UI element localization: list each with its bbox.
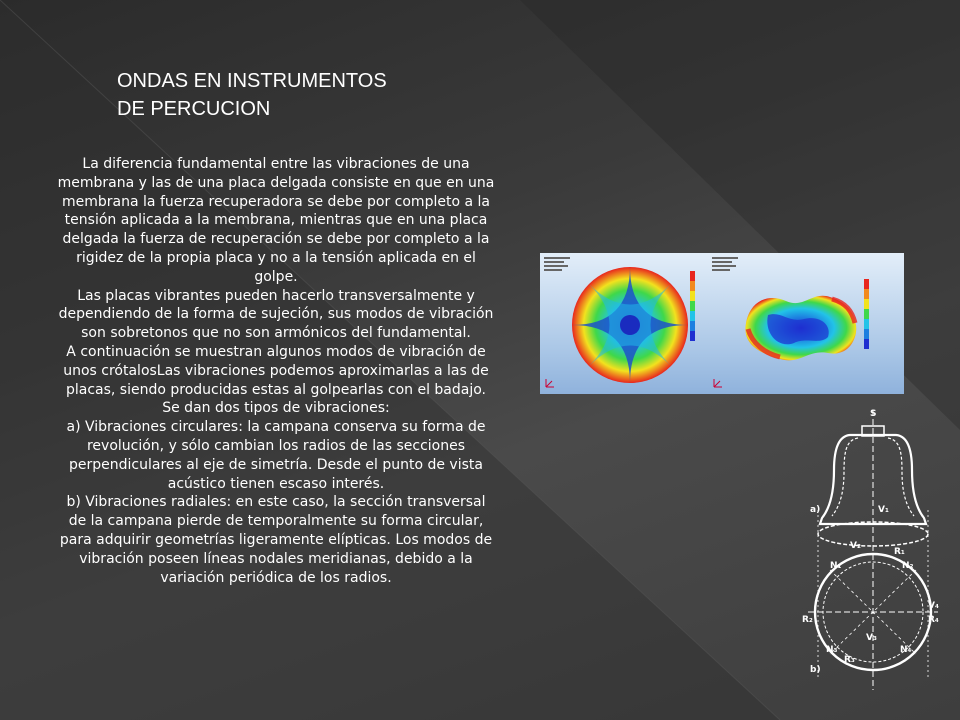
- bell-label-n1: N₁: [830, 561, 842, 571]
- bell-label-r4: R₄: [928, 615, 939, 625]
- bell-label-b: b): [810, 665, 821, 675]
- bell-label-v4: V₄: [928, 601, 939, 611]
- slide-title: [117, 67, 477, 123]
- body-text: [56, 155, 496, 587]
- bell-label-v1: V₁: [878, 505, 889, 515]
- plate-mode-image-2: [708, 253, 904, 394]
- bell-label-n2: N₂: [902, 561, 914, 571]
- bell-label-s: S: [870, 409, 877, 419]
- title-line-2: DE PERCUCION: [117, 98, 271, 120]
- bell-label-r3: R₃: [844, 655, 855, 665]
- title-line-1: ONDAS EN INSTRUMENTOS: [117, 70, 387, 92]
- paragraph-3: A continuación se muestran algunos modos de vibración de unos crótalosLas vibraciones podemos aproximarlas a las de placas, siendo producidas estas al golpearlas con el badajo. Se dan dos tipos de vibraciones:: [63, 343, 489, 417]
- bell-label-n3: N₃: [826, 645, 838, 655]
- plate-mode-image-1: [540, 253, 708, 394]
- bell-diagram: [778, 400, 960, 715]
- bell-label-r2: R₂: [802, 615, 813, 625]
- paragraph-5: b) Vibraciones radiales: en este caso, la sección transversal de la campana pierde de temporalmente su forma circular, para adquirir geometrías ligeramente elípticas. Los modos de vibración poseen líneas nodales meridianas, debido a la variación periódica de los radios.: [59, 494, 493, 586]
- paragraph-1: La diferencia fundamental entre las vibraciones de una membrana y las de una placa delgada consiste en que en una membrana la fuerza recuperadora se debe por completo a la tensión aplicada a la membrana, mientras que en una placa delgada la fuerza de recuperación se debe por completo a la rigidez de la propia placa y no a la tensión aplicada en el golpe.: [57, 156, 495, 285]
- paragraph-4: a) Vibraciones circulares: la campana conserva su forma de revolución, y sólo cambian los radios de las secciones perpendiculares al eje de simetría. Desde el punto de vista acústico tienen escaso interés.: [66, 419, 486, 492]
- bell-label-r1: R₁: [894, 547, 905, 557]
- bell-label-a: a): [810, 505, 821, 515]
- paragraph-2: Las placas vibrantes pueden hacerlo transversalmente y dependiendo de la forma de sujeción, sus modos de vibración son sobretonos que no son armónicos del fundamental.: [58, 287, 494, 342]
- bell-label-v2: V₂: [850, 541, 861, 551]
- bell-label-n4: N₄: [900, 645, 912, 655]
- bell-label-v3: V₃: [866, 633, 877, 643]
